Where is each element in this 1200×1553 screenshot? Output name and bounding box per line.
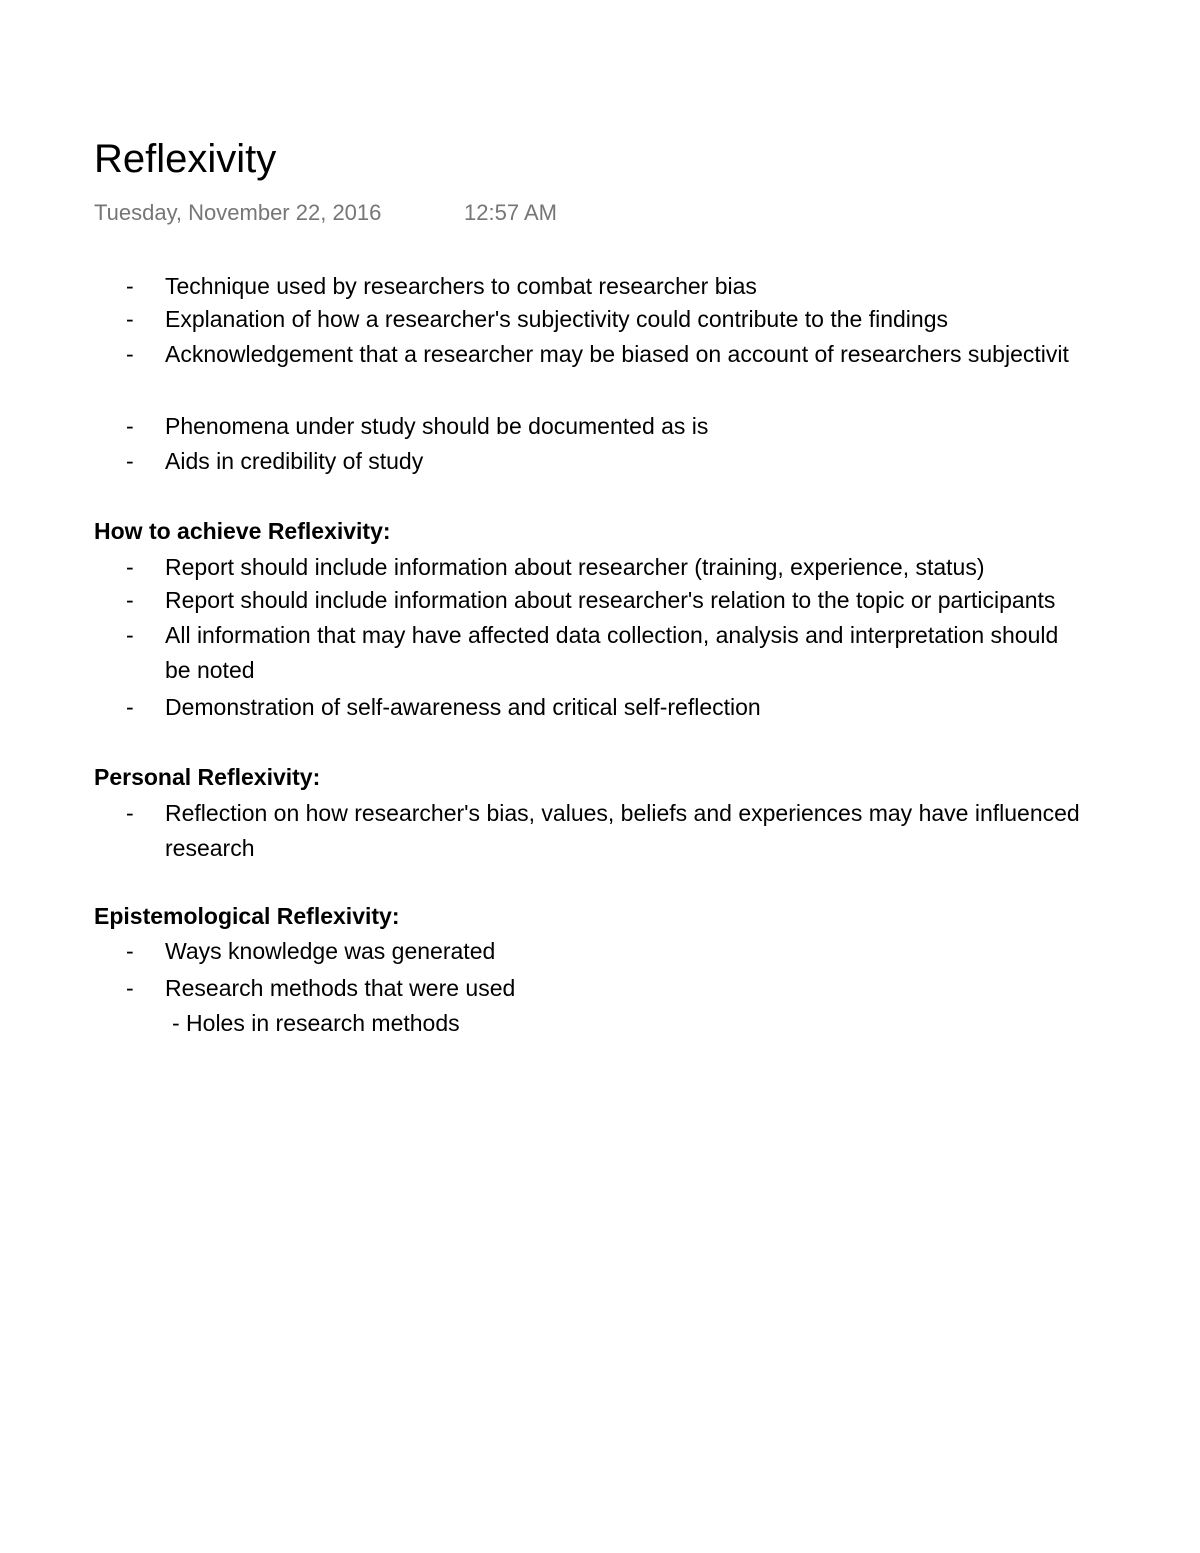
list-item: Ways knowledge was generated <box>165 938 496 964</box>
page-title: Reflexivity <box>94 137 277 181</box>
list-item-continuation: be noted <box>165 657 255 683</box>
list-item: Reflection on how researcher's bias, values, beliefs and experiences may have influenced <box>165 800 1080 826</box>
bullet-marker: - <box>126 413 134 439</box>
bullet-marker: - <box>126 622 134 648</box>
sub-list-item: - Holes in research methods <box>172 1010 460 1036</box>
page-date: Tuesday, November 22, 2016 <box>94 200 382 225</box>
bullet-marker: - <box>126 694 134 720</box>
list-item-continuation: research <box>165 835 255 861</box>
bullet-marker: - <box>126 341 134 367</box>
bullet-marker: - <box>126 273 134 299</box>
bullet-marker: - <box>126 587 134 613</box>
section-heading-epistemological-reflexivity: Epistemological Reflexivity: <box>94 903 400 929</box>
page-timestamp <box>94 198 557 228</box>
bullet-marker: - <box>126 938 134 964</box>
bullet-marker: - <box>126 306 134 332</box>
section-heading-how-to-achieve: How to achieve Reflexivity: <box>94 518 391 544</box>
bullet-marker: - <box>126 554 134 580</box>
list-item: Explanation of how a researcher's subjectivity could contribute to the findings <box>165 306 948 332</box>
list-item: Research methods that were used <box>165 975 516 1001</box>
section-heading-personal-reflexivity: Personal Reflexivity: <box>94 764 321 790</box>
list-item: Report should include information about researcher's relation to the topic or participants <box>165 587 1056 613</box>
list-item: Phenomena under study should be documented as is <box>165 413 709 439</box>
list-item: Technique used by researchers to combat researcher bias <box>165 273 757 299</box>
list-item: Report should include information about researcher (training, experience, status) <box>165 554 985 580</box>
bullet-marker: - <box>126 975 134 1001</box>
bullet-marker: - <box>126 448 134 474</box>
list-item: Demonstration of self-awareness and critical self-reflection <box>165 694 761 720</box>
list-item: All information that may have affected data collection, analysis and interpretation should <box>165 622 1059 648</box>
list-item: Aids in credibility of study <box>165 448 424 474</box>
list-item: Acknowledgement that a researcher may be biased on account of researchers subjectivit <box>165 341 1069 367</box>
page-time: 12:57 AM <box>464 200 557 225</box>
bullet-marker: - <box>126 800 134 826</box>
